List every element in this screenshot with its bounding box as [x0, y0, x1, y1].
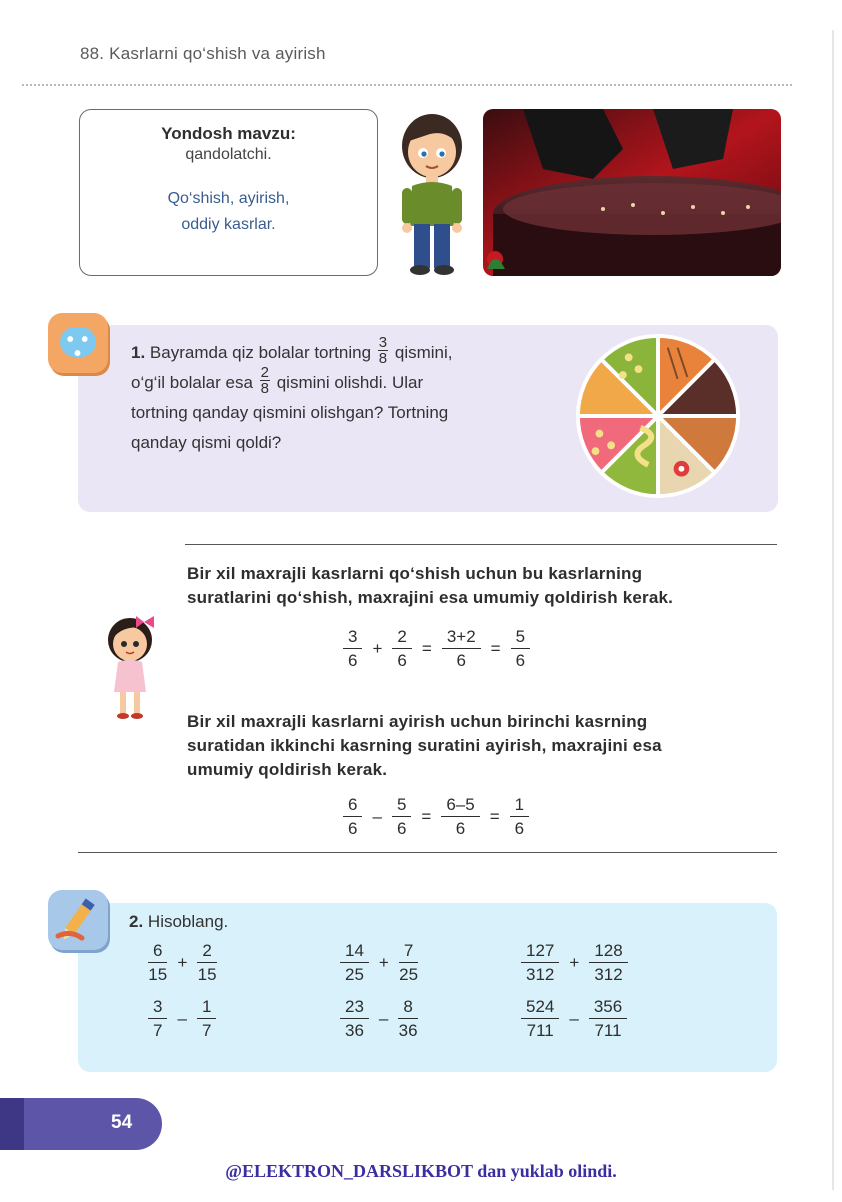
task-2-title	[129, 912, 228, 932]
addition-rule-text	[187, 562, 767, 610]
equals-sign: =	[421, 638, 432, 658]
fraction: $\frac{2}{15}$	[197, 941, 217, 984]
operator-sign: +	[378, 952, 389, 972]
page-number-tab	[0, 1098, 162, 1150]
addition-rule-line1: Bir xil maxrajli kasrlarni qo‘shish uchun bu kasrlarning	[187, 564, 643, 583]
operator-sign: –	[569, 1008, 579, 1028]
related-topic-subtitle: qandolatchi.	[185, 146, 272, 163]
task-1-text-f: qanday qismi qoldi?	[131, 433, 282, 452]
exercise-1	[148, 940, 217, 985]
fraction: $\frac{7}{25}$	[399, 941, 419, 984]
exercise-4	[148, 996, 216, 1041]
operator-sign: –	[378, 1008, 389, 1028]
topic-keywords-line1: Qo‘shish, ayirish,	[167, 190, 290, 207]
page-number: 54	[111, 1112, 133, 1133]
boy-illustration	[388, 108, 480, 276]
subtraction-example	[343, 794, 529, 839]
exercise-2	[340, 940, 418, 985]
fraction: 1 7	[197, 996, 216, 1041]
fraction-boys-share: $\frac{2}{8}$	[260, 364, 269, 398]
fraction: $\frac{5}{6}$	[392, 794, 411, 839]
subtraction-rule-line3: umumiy qoldirish kerak.	[187, 760, 388, 779]
task-1-text-c: o‘g‘il bolalar esa	[131, 373, 253, 392]
fraction-result: $\frac{5}{6}$	[511, 626, 530, 671]
girl-illustration	[94, 614, 164, 724]
minus-sign: –	[372, 806, 382, 826]
rule-section-top-line	[185, 544, 777, 545]
download-credit: @ELEKTRON_DARSLIKBOT dan yuklab olindi.	[225, 1161, 617, 1181]
operator-sign: +	[569, 952, 580, 972]
rule-section-bottom-line	[78, 852, 777, 853]
dotted-divider	[22, 84, 792, 86]
exercise-3	[521, 940, 628, 985]
fraction: 356 711	[589, 996, 627, 1041]
operator-sign: –	[177, 1008, 187, 1028]
task-1-text-a: Bayramda qiz bolalar tortning	[149, 343, 372, 362]
equals-sign: =	[490, 638, 501, 658]
task-2-number: 2.	[129, 912, 144, 931]
fraction: $\frac{3+2}{6}$	[442, 626, 481, 671]
exercise-6	[521, 996, 627, 1041]
equals-sign: =	[489, 806, 500, 826]
task-2-instruction: Hisoblang.	[147, 912, 229, 931]
addition-example	[343, 626, 530, 671]
equals-sign: =	[421, 806, 432, 826]
exercise-5	[340, 996, 418, 1041]
task-1-text-e: tortning qanday qismini olishgan? Tortning	[131, 403, 449, 422]
chat-bubble-icon: • • •	[48, 313, 108, 373]
fraction-result: $\frac{1}{6}$	[510, 794, 529, 839]
task-1-number: 1.	[131, 343, 146, 362]
fraction-girls-share: $\frac{3}{8}$	[378, 334, 388, 368]
fraction: $\frac{6-5}{6}$	[441, 794, 479, 839]
task-1-text-d: qismini olishdi. Ular	[276, 373, 424, 392]
cake-slices-illustration	[574, 330, 742, 502]
fraction: 14 25	[340, 940, 369, 985]
fraction: 6 6	[343, 794, 362, 839]
chocolate-cake-photo	[483, 109, 781, 276]
related-topic-box	[79, 109, 378, 276]
fraction: $\frac{2}{6}$	[392, 626, 411, 671]
fraction: 524 711	[521, 996, 559, 1041]
fraction: 3 7	[148, 996, 167, 1041]
fraction: $\frac{128}{312}$	[589, 940, 627, 985]
addition-rule-line2: suratlarini qo‘shish, maxrajini esa umumiy qoldirish kerak.	[187, 588, 674, 607]
operator-sign: +	[177, 952, 188, 972]
fraction: 127 312	[521, 940, 559, 985]
subtraction-rule-text	[187, 710, 767, 782]
subtraction-rule-line2: suratidan ikkinchi kasrning suratini ayirish, maxrajini esa	[187, 736, 662, 755]
fraction: 8 36	[398, 997, 418, 1040]
plus-sign: +	[372, 638, 383, 658]
fraction: 3 6	[343, 626, 362, 671]
page-title: 88. Kasrlarni qo‘shish va ayirish	[80, 44, 326, 63]
pencil-icon	[48, 890, 108, 950]
task-1-text	[131, 334, 571, 458]
task-1-text-b: qismini,	[394, 343, 453, 362]
topic-keywords-line2: oddiy kasrlar.	[181, 216, 276, 233]
fraction: 23 36	[340, 996, 369, 1041]
fraction: 6 15	[148, 941, 168, 984]
subtraction-rule-line1: Bir xil maxrajli kasrlarni ayirish uchun birinchi kasrning	[187, 712, 648, 731]
related-topic-title: Yondosh mavzu:	[161, 124, 296, 143]
page-edge	[832, 30, 834, 1190]
